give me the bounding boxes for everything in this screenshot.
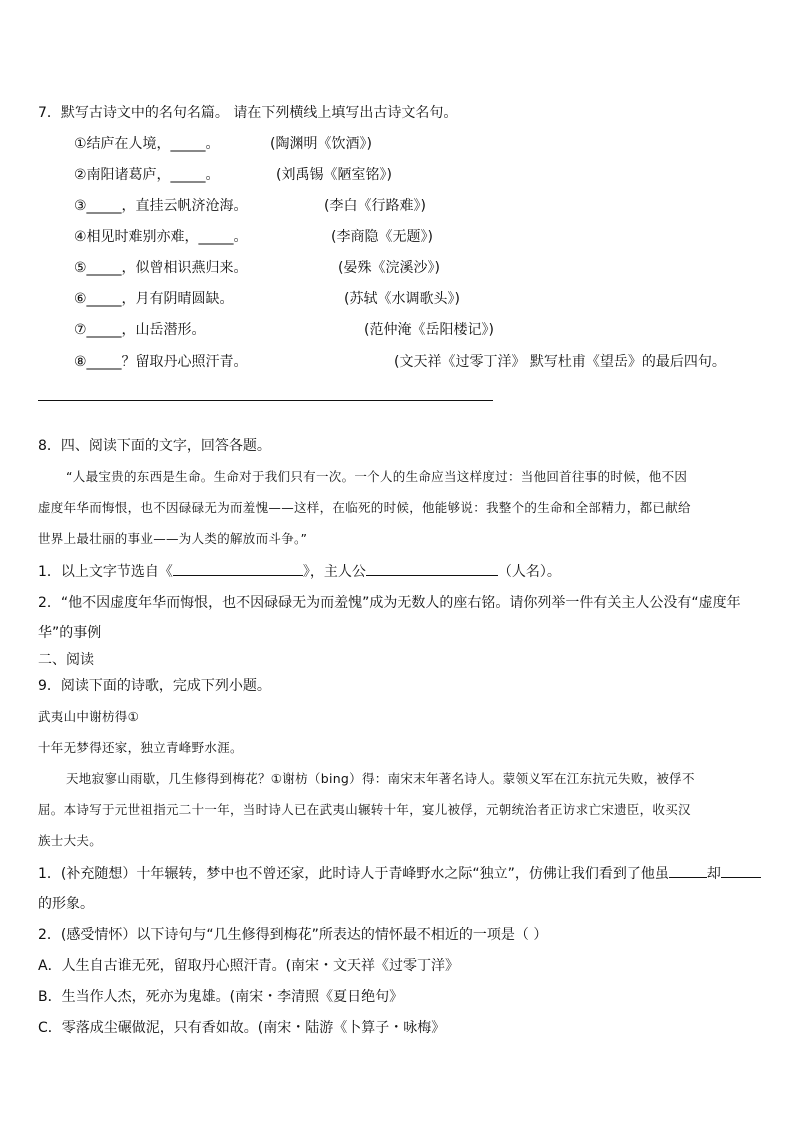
q7-item-7: ⑦_____，山岳潜形。 xyxy=(74,322,206,338)
q8-sub1-suffix: （人名）。 xyxy=(497,564,561,580)
q9-sub2: 2．(感受情怀）以下诗句与“几生修得到梅花”所表达的情怀最不相近的一项是（ ） xyxy=(38,927,548,943)
q7-item-6-source: (苏轼《水调歌头》) xyxy=(344,291,460,307)
q7-item-5-source: (晏殊《浣溪沙》) xyxy=(338,260,440,276)
q7-item-3-source: (李白《行路难》) xyxy=(324,198,426,214)
q8-sub2-line-2: 华”的事例 xyxy=(38,625,102,641)
q7-item-3: ③_____，直挂云帆济沧海。 xyxy=(74,198,248,214)
q8-quote-line-3: 世界上最壮丽的事业——为人类的解放而斗争。” xyxy=(38,531,308,546)
q7-item-5: ⑤_____，似曾相识燕归来。 xyxy=(74,260,248,276)
answer-blank-1[interactable] xyxy=(669,863,707,878)
q7-item-1: ①结庐在人境，_____。 xyxy=(74,136,220,152)
q8-quote-line-1: “人最宝贵的东西是生命。生命对于我们只有一次。一个人的生命应当这样度过：当他回首往事的时候，他不因 xyxy=(66,469,688,484)
q8-sub2-line-1: 2．“他不因虚度年华而悔恨，也不因碌碌无为而羞愧”成为无数人的座右铭。请你列举一件有关主人公没有“虚度年 xyxy=(38,595,741,611)
poem-note-line-2: 屈。本诗写于元世祖指元二十一年，当时诗人已在武夷山辗转十年，宴儿被俘，元朝统治者正访求亡宋遗臣，收买汉 xyxy=(38,802,691,817)
protagonist-blank[interactable] xyxy=(366,561,498,576)
q9-sub1-prefix: 1．(补充随想）十年辗转，梦中也不曾还家，此时诗人于青峰野水之际“独立”，仿佛让我们看到了他虽 xyxy=(38,866,669,882)
option-b: B．生当作人杰，死亦为鬼雄。(南宋・李清照《夏日绝句》 xyxy=(38,989,404,1005)
poem-line: 十年无梦得还家，独立青峰野水涯。 xyxy=(38,740,243,755)
q9-sub1-line-1 xyxy=(38,863,761,884)
option-a: A．人生自古谁无死，留取丹心照汗青。(南宋・文天祥《过零丁洋》 xyxy=(38,958,460,974)
answer-blank-2[interactable] xyxy=(721,863,761,878)
q7-item-1-source: (陶渊明《饮酒》) xyxy=(270,136,372,152)
q9-title: 9．阅读下面的诗歌，完成下列小题。 xyxy=(38,678,271,694)
q7-item-8-source: (文天祥《过零丁洋》 默写杜甫《望岳》的最后四句。 xyxy=(394,354,726,370)
q7-item-4-source: (李商隐《无题》) xyxy=(331,229,433,245)
book-title-blank[interactable] xyxy=(173,561,303,576)
q9-sub1-line-2: 的形象。 xyxy=(38,896,94,912)
q7-item-4: ④相见时难别亦难，_____。 xyxy=(74,229,248,245)
option-c: C．零落成尘碾做泥，只有香如故。(南宋・陆游《卜算子・咏梅》 xyxy=(38,1020,446,1036)
q7-title: 7．默写古诗文中的名句名篇。 请在下列横线上填写出古诗文名句。 xyxy=(38,105,458,121)
q7-item-2: ②南阳诸葛庐，_____。 xyxy=(74,167,220,183)
divider-line xyxy=(38,400,493,401)
q8-sub1 xyxy=(38,561,561,582)
section-2-heading: 二、阅读 xyxy=(38,652,94,668)
poem-title: 武夷山中谢枋得① xyxy=(38,709,140,724)
q7-item-6: ⑥_____，月有阴晴圆缺。 xyxy=(74,291,234,307)
q8-title: 8．四、阅读下面的文字，回答各题。 xyxy=(38,438,271,454)
q7-item-8: ⑧_____？留取丹心照汗青。 xyxy=(74,354,248,370)
q9-sub1-middle: 却 xyxy=(706,866,721,882)
poem-note-line-3: 族士大夫。 xyxy=(38,833,103,848)
q8-sub1-prefix: 1．以上文字节选自《 xyxy=(38,564,173,580)
poem-note-line-1: 天地寂寥山雨歇，几生修得到梅花？①谢枋（bing）得：南宋末年著名诗人。蒙领义军在江东抗元失败，被俘不 xyxy=(66,771,695,786)
q8-sub1-middle: 》，主人公 xyxy=(302,564,366,580)
q7-item-7-source: (范仲淹《岳阳楼记》) xyxy=(364,322,494,338)
q8-quote-line-2: 虚度年华而悔恨，也不因碌碌无为而羞愧——这样，在临死的时候，他能够说：我整个的生命和全部精力，都已献给 xyxy=(38,500,691,515)
q7-item-2-source: (刘禹锡《陋室铭》) xyxy=(276,167,392,183)
